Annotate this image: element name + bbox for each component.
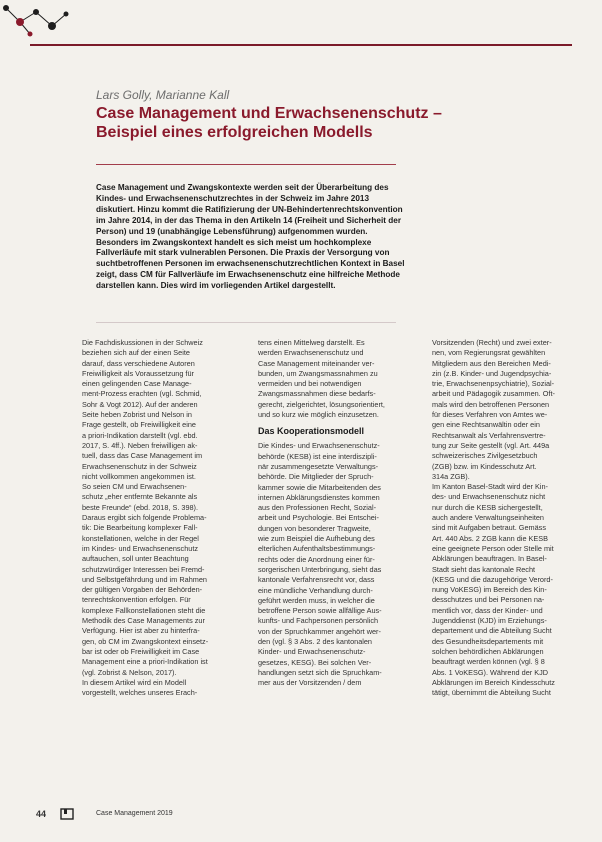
lead-line: Person) und 19 (unabhängige Lebensführung) aufgenommen wurden.	[96, 226, 368, 236]
body-line: schutz „eher entfernte Bekannte als	[82, 492, 198, 502]
body-line: nung VoKESG) im Bereich des Kin-	[432, 585, 547, 595]
body-line: eine geeignete Person oder Stelle mit	[432, 543, 554, 553]
body-line: Daraus ergibt sich folgende Problema-	[82, 513, 207, 523]
body-line: Erwachsenenschutz in der Schweiz	[82, 461, 197, 471]
body-line: So seien CM und Erwachsenen-	[82, 482, 187, 492]
lead-line: Fallverläufe mit stark vulnerablen Personen. Die Praxis der Versorgung von	[96, 248, 390, 258]
body-line: werden Erwachsenenschutz und	[258, 348, 364, 358]
body-column-1	[82, 338, 234, 698]
body-line: (vgl. Zobrist & Nelson, 2017).	[82, 667, 177, 677]
body-line: und so kurz wie möglich einzusetzen.	[258, 410, 379, 420]
body-line: Freiwilligkeit als Voraussetzung für	[82, 368, 194, 378]
body-line: Frage gestellt, ob Freiwilligkeit eine	[82, 420, 196, 430]
body-line: kantonale Verfahrensrecht vor, dass	[258, 575, 375, 585]
body-line: Im Kanton Basel-Stadt wird der Kin-	[432, 482, 548, 492]
body-column-3	[432, 338, 584, 698]
magazine-name: Case Management 2019	[96, 810, 173, 817]
title-line: Case Management und Erwachsenenschutz –	[96, 105, 442, 122]
body-line: Zwangsmassnahmen diese bedarfs-	[258, 389, 376, 399]
lead-line: Besonders im Zwangskontext handelt es sich meist um hochkomplexe	[96, 237, 372, 247]
body-line: arbeit und Pädagogik zusammen. Oft-	[432, 389, 555, 399]
body-line: In diesem Artikel wird ein Modell	[82, 677, 187, 687]
body-line: auftauchen, soll unter Beachtung	[82, 554, 189, 564]
body-line: Case Management miteinander ver-	[258, 358, 375, 368]
body-line: behörde. Die Mitglieder der Spruch-	[258, 472, 374, 482]
body-line: betroffene Person sowie allfällige Aus-	[258, 606, 382, 616]
body-line: bar ist oder ob Freiwilligkeit im Case	[82, 646, 200, 656]
body-line: kunfts- und Fachpersonen persönlich	[258, 616, 379, 626]
body-line: gerecht, zielgerichtet, lösungsorientiert,	[258, 399, 385, 409]
body-line: solchen behördlichen Abklärungen	[432, 646, 544, 656]
body-line: trie, Erwachsenenpsychiatrie), Sozial-	[432, 379, 555, 389]
body-line: tik: Die Bearbeitung komplexer Fall-	[82, 523, 198, 533]
body-column-2	[258, 338, 410, 689]
body-line: auch andere Verwaltungseinheiten	[432, 513, 544, 523]
body-line: Jugenddienst (KJD) im Erziehungs-	[432, 616, 547, 626]
body-line: a priori-Indikation darstellt (vgl. ebd.	[82, 430, 198, 440]
body-line: wie zum Beispiel die Aufhebung des	[258, 534, 375, 544]
section-heading: Das Kooperationsmodell	[258, 426, 365, 437]
body-line: Art. 440 Abs. 2 ZGB kann die KESB	[432, 533, 549, 543]
body-line: mer aus der Vorsitzenden / dem	[258, 678, 362, 688]
body-line: ment-Prozess erachten (vgl. Schmid,	[82, 389, 202, 399]
body-line: schutzwürdiger Interessen bei Fremd-	[82, 564, 205, 574]
body-line: när zusammengesetzte Verwaltungs-	[258, 461, 379, 471]
body-line: Stadt sieht das kantonale Recht	[432, 564, 536, 574]
body-line: komplexe Fallkonstellationen steht die	[82, 605, 206, 615]
body-line: des- und Erwachsenenschutz nicht	[432, 492, 546, 502]
body-line: Mitgliedern aus den Bereichen Medi-	[432, 358, 551, 368]
body-line: darauf, dass verschiedene Autoren	[82, 358, 195, 368]
body-line: nicht vollkommen angekommen ist.	[82, 471, 196, 481]
article-title	[96, 104, 536, 142]
body-line: konstellationen, welche in der Regel	[82, 533, 199, 543]
body-line: einen gelingenden Case Manage-	[82, 379, 192, 389]
body-line: gen eine Rechtsanwältin oder ein	[432, 420, 540, 430]
body-line: des Gesundheitsdepartements mit	[432, 636, 544, 646]
page-number: 44	[36, 809, 47, 819]
title-line: Beispiel eines erfolgreichen Modells	[96, 124, 373, 141]
body-line: dungen von besonderer Tragweite,	[258, 523, 371, 533]
body-line: gen, ob CM im Zwangskontext einsetz-	[82, 636, 209, 646]
body-line: handlungen setzt sich die Spruchkam-	[258, 667, 382, 677]
top-rule	[30, 44, 572, 46]
body-line: Die Fachdiskussionen in der Schweiz	[82, 338, 203, 347]
body-line: den (vgl. § 3 Abs. 2 des kantonalen	[258, 637, 372, 647]
body-line: Abs. 1 VoKESG). Während der KJD	[432, 667, 548, 677]
body-line: Sohr & Vogt 2012). Auf der anderen	[82, 399, 198, 409]
body-line: departement und die Abteilung Sucht	[432, 626, 552, 636]
body-line: mentlich vor, dass der Kinder- und	[432, 605, 543, 615]
article-authors: Lars Golly, Marianne Kall	[96, 88, 230, 102]
body-line: tens einen Mittelweg darstellt. Es	[258, 338, 365, 347]
body-line: zin (z.B. Kinder- und Jugendpsychia-	[432, 368, 552, 378]
body-line: beauftragt werden können (vgl. § 8	[432, 657, 545, 667]
body-line: behörde (KESB) ist eine interdiszipli-	[258, 451, 377, 461]
body-line: der gültigen Vorgaben der Behörden-	[82, 585, 203, 595]
body-line: tuell, dass das Case Management im	[82, 451, 203, 461]
body-line: (KESG und die dazugehörige Verord-	[432, 574, 553, 584]
body-line: beste Freunde“ (ebd. 2018, S. 398).	[82, 502, 199, 512]
body-line: und Selbstgefährdung und im Rahmen	[82, 574, 207, 584]
body-line: nur durch die KESB sichergestellt,	[432, 502, 543, 512]
body-line: Management eine a priori-Indikation ist	[82, 657, 208, 667]
body-line: sind mit Aufgaben betraut. Gemäss	[432, 523, 546, 533]
body-line: desschutzes und bei Personen na-	[432, 595, 545, 605]
body-line: Kinder- und Erwachsenenschutz-	[258, 647, 366, 657]
body-line: nen, vom Regierungsrat gewählten	[432, 348, 546, 358]
body-line: gesetzes, KESG). Bei solchen Ver-	[258, 657, 372, 667]
body-line: bunden, um Zwangsmassnahmen zu	[258, 368, 378, 378]
lead-line: suchtbetroffenen Personen im erwachsenenschutzrechtlichen Kontext in Basel	[96, 259, 405, 269]
body-line: im Kindes- und Erwachsenenschutz	[82, 543, 198, 553]
body-line: Die Kindes- und Erwachsenenschutz-	[258, 441, 380, 451]
body-line: tenrechtskonvention erfolgen. Für	[82, 595, 191, 605]
body-line: elterlichen Aufenthaltsbestimmungs-	[258, 544, 376, 554]
body-line: rechts oder die Anordnung einer für-	[258, 554, 375, 564]
body-line: 2017, S. 4ff.). Neben freiwilligen ak-	[82, 440, 198, 450]
body-line: sorgerischen Unterbringung, sieht das	[258, 564, 382, 574]
body-line: vermeiden und bei notwendigen	[258, 379, 362, 389]
lead-rule	[96, 322, 396, 323]
lead-line: diskutiert. Hinzu kommt die Ratifizierung der UN-Behindertenrechtskonvention	[96, 204, 403, 214]
body-line: für dieses Verfahren von Amtes we-	[432, 410, 548, 420]
body-line: internen Abklärungsdienstes kommen	[258, 492, 380, 502]
lead-line: zeigt, dass CM für Fallverläufe im Erwachsenenschutz eine hilfreiche Methode	[96, 270, 400, 280]
body-line: Verfügung. Hier ist aber zu hinterfra-	[82, 626, 200, 636]
body-line: kammer sowie die Mitarbeitenden des	[258, 482, 381, 492]
body-line: geführt werden muss, in welcher die	[258, 595, 375, 605]
lead-line: im Jahre 2014, in der das Thema in den Artikeln 14 (Freiheit und Sicherheit der	[96, 215, 401, 225]
body-line: Rechtsanwalt als Verfahrensvertre-	[432, 430, 546, 440]
body-line: beziehen sich auf der einen Seite	[82, 348, 190, 358]
body-line: Methodik des Case Managements zur	[82, 616, 205, 626]
body-line: Abklärungen im Bereich Kindesschutz	[432, 677, 555, 687]
body-line: schweizerisches Zivilgesetzbuch	[432, 451, 538, 461]
body-line: (ZGB) bzw. im Kindesschutz Art.	[432, 461, 537, 471]
body-line: vorgestellt, welches unseres Erach-	[82, 688, 198, 698]
body-line: eine mündliche Verhandlung durch-	[258, 585, 373, 595]
body-line: 314a ZGB).	[432, 471, 470, 481]
magazine-logo-icon	[60, 808, 74, 820]
body-line: tätigt, übernimmt die Abteilung Sucht	[432, 688, 551, 698]
body-line: Seite heben Zobrist und Nelson in	[82, 410, 192, 420]
lead-line: Kindes- und Erwachsenenschutzrechtes in der Schweiz im Jahre 2013	[96, 193, 370, 203]
body-line: von der Spruchkammer angehört wer-	[258, 626, 381, 636]
body-line: tung zur Seite gestellt (vgl. Art. 449a	[432, 440, 550, 450]
body-line: Vorsitzenden (Recht) und zwei exter-	[432, 338, 552, 347]
lead-line: Case Management und Zwangskontexte werden seit der Überarbeitung des	[96, 183, 389, 192]
header-molecule-graphic	[0, 0, 80, 40]
body-line: Abklärungen beauftragen. In Basel-	[432, 554, 547, 564]
lead-paragraph	[96, 183, 494, 292]
body-line: arbeit und Psychologie. Bei Entschei-	[258, 513, 379, 523]
lead-line: darstellen kann. Dies wird im vorliegenden Artikel dargestellt.	[96, 281, 336, 291]
body-line: aus den Professionen Recht, Sozial-	[258, 503, 377, 513]
title-rule	[96, 164, 396, 165]
body-line: mals wird den betroffenen Personen	[432, 399, 550, 409]
